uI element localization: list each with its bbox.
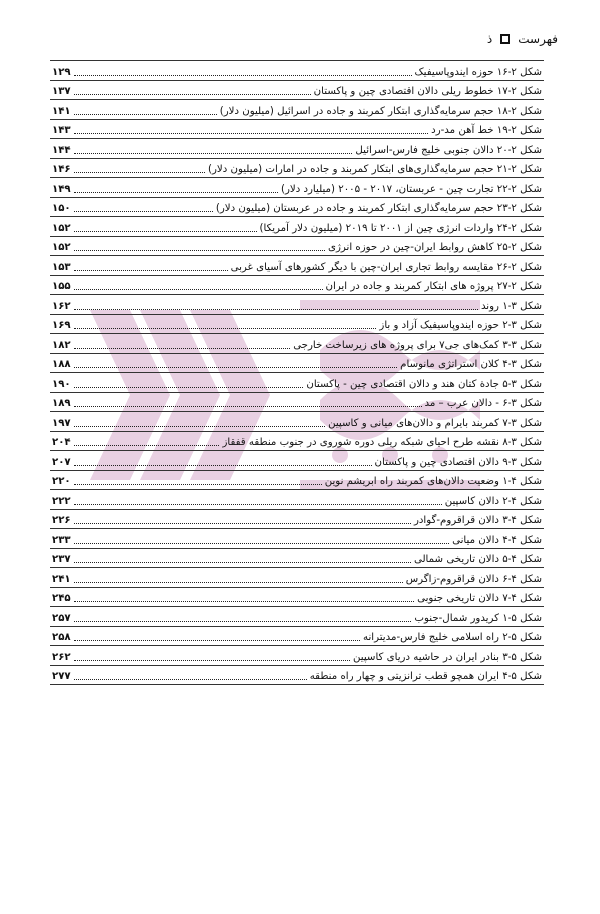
toc-page-number: ۱۸۸ bbox=[52, 359, 71, 370]
toc-row[interactable] bbox=[50, 645, 544, 665]
leader-dots bbox=[74, 483, 322, 485]
toc-page-number: ۱۵۰ bbox=[52, 203, 71, 214]
toc-label: شکل ۳-۸ نقشه طرح احیای شبکه ریلی دوره شوروی در جنوب منطقه قفقاز bbox=[222, 437, 542, 448]
toc-label: شکل ۲-۱۹ خط آهن مد-رد bbox=[431, 125, 542, 136]
toc-row[interactable] bbox=[50, 626, 544, 646]
toc-label: شکل ۲-۲۴ واردات انرژی چین از ۲۰۰۱ تا ۲۰۱۹ (میلیون دلار آمریکا) bbox=[259, 222, 542, 234]
toc-row[interactable] bbox=[50, 509, 544, 529]
toc-page-number: ۲۷۷ bbox=[52, 671, 71, 682]
toc-page-number: ۱۹۰ bbox=[52, 378, 71, 390]
toc-label: شکل ۲-۱۷ خطوط ریلی دالان اقتصادی چین و پاکستان bbox=[313, 86, 542, 97]
leader-dots bbox=[74, 503, 442, 505]
toc-label: شکل ۲-۲۱ حجم سرمایه‌گذاری‌های ابتکار کمربند و جاده در امارات (میلیون دلار) bbox=[207, 164, 542, 175]
toc-label: شکل ۴-۲ دالان کاسپین bbox=[444, 495, 542, 507]
toc-row[interactable] bbox=[50, 294, 544, 314]
leader-dots bbox=[74, 425, 325, 427]
toc-label: شکل ۲-۲۶ مقایسه روابط تجاری ایران-چین با دیگر کشورهای آسیای غربی bbox=[230, 261, 542, 273]
page-letter: ذ bbox=[486, 32, 493, 46]
toc-row[interactable] bbox=[50, 197, 544, 217]
toc-label: شکل ۳-۱ روند bbox=[480, 300, 542, 312]
toc-row[interactable] bbox=[50, 80, 544, 100]
toc-row[interactable] bbox=[50, 489, 544, 509]
toc-row[interactable] bbox=[50, 665, 544, 685]
leader-dots bbox=[74, 620, 412, 622]
leader-dots bbox=[74, 464, 372, 466]
leader-dots bbox=[74, 659, 350, 661]
leader-dots bbox=[74, 269, 228, 271]
toc-row[interactable] bbox=[50, 450, 544, 470]
toc-row[interactable] bbox=[50, 431, 544, 451]
figure-list bbox=[50, 60, 544, 685]
toc-label: شکل ۲-۱۶ حوزه ایندوپاسیفیک bbox=[414, 66, 542, 78]
leader-dots bbox=[74, 210, 213, 212]
square-outline-icon bbox=[500, 34, 510, 44]
toc-label: شکل ۲-۲۲ تجارت چین - عربستان، ۲۰۱۷ - ۲۰۰۵ (میلیارد دلار) bbox=[280, 183, 542, 195]
toc-page-number: ۱۵۵ bbox=[52, 281, 71, 292]
leader-dots bbox=[74, 308, 478, 310]
toc-page-number: ۱۵۲ bbox=[52, 242, 71, 253]
toc-label: شکل ۲-۱۸ حجم سرمایه‌گذاری ابتکار کمربند و جاده در اسرائیل (میلیون دلار) bbox=[219, 105, 542, 117]
toc-page-number: ۲۰۷ bbox=[52, 456, 71, 468]
toc-page-number: ۱۸۹ bbox=[52, 398, 71, 409]
leader-dots bbox=[74, 327, 377, 329]
leader-dots bbox=[74, 171, 205, 173]
toc-row[interactable] bbox=[50, 567, 544, 587]
toc-label: شکل ۵-۲ راه اسلامی خلیج فارس-مدیترانه bbox=[362, 632, 542, 643]
toc-row[interactable] bbox=[50, 353, 544, 373]
leader-dots bbox=[74, 230, 257, 232]
toc-label: شکل ۴-۷ دالان تاریخی جنوبی bbox=[417, 593, 542, 604]
leader-dots bbox=[74, 581, 403, 583]
toc-row[interactable] bbox=[50, 236, 544, 256]
toc-page-number: ۱۴۹ bbox=[52, 183, 71, 195]
toc-row[interactable] bbox=[50, 216, 544, 236]
toc-row[interactable] bbox=[50, 372, 544, 392]
leader-dots bbox=[74, 132, 429, 134]
leader-dots bbox=[74, 93, 311, 95]
toc-row[interactable] bbox=[50, 392, 544, 412]
toc-label: شکل ۳-۷ کمربند بایرام و دالان‌های میانی و کاسپین bbox=[328, 417, 542, 429]
leader-dots bbox=[74, 444, 220, 446]
leader-dots bbox=[74, 639, 360, 641]
toc-page-number: ۲۰۴ bbox=[52, 437, 71, 448]
toc-label: شکل ۲-۲۰ دالان جنوبی خلیج فارس-اسرائیل bbox=[355, 144, 542, 156]
toc-page-number: ۲۳۳ bbox=[52, 534, 71, 546]
leader-dots bbox=[74, 561, 411, 563]
toc-row[interactable] bbox=[50, 587, 544, 607]
toc-label: شکل ۵-۱ کریدور شمال-جنوب bbox=[414, 612, 542, 624]
toc-page-number: ۲۴۱ bbox=[52, 573, 71, 585]
toc-row[interactable] bbox=[50, 158, 544, 178]
leader-dots bbox=[74, 152, 353, 154]
toc-row[interactable] bbox=[50, 606, 544, 626]
toc-label: شکل ۵-۴ ایران همچو قطب ترانزیتی و چهار راه منطقه bbox=[309, 671, 542, 682]
toc-page-number: ۲۲۶ bbox=[52, 515, 71, 526]
toc-label: شکل ۳-۲ حوزه ایندوپاسیفیک آزاد و باز bbox=[379, 320, 542, 331]
toc-page-number: ۲۵۸ bbox=[52, 632, 71, 643]
toc-label: شکل ۳-۶ - دالان عرب – مد bbox=[424, 398, 542, 409]
toc-label: شکل ۴-۵ دالان تاریخی شمالی bbox=[413, 554, 542, 565]
toc-page-number: ۲۴۵ bbox=[52, 593, 71, 604]
toc-page-number: ۱۲۹ bbox=[52, 66, 71, 78]
toc-page-number: ۱۴۳ bbox=[52, 125, 71, 136]
toc-row[interactable] bbox=[50, 314, 544, 334]
leader-dots bbox=[74, 600, 414, 602]
toc-row[interactable] bbox=[50, 528, 544, 548]
toc-label: شکل ۲-۲۷ پروژه های ابتکار کمربند و جاده در ایران bbox=[325, 281, 542, 292]
toc-page-number: ۱۹۷ bbox=[52, 417, 71, 429]
page-header bbox=[42, 28, 558, 50]
toc-row[interactable] bbox=[50, 548, 544, 568]
leader-dots bbox=[74, 405, 422, 407]
header-title: فهرست bbox=[518, 32, 558, 46]
leader-dots bbox=[74, 249, 325, 251]
leader-dots bbox=[74, 347, 291, 349]
toc-label: شکل ۳-۹ دالان اقتصادی چین و پاکستان bbox=[374, 456, 542, 468]
leader-dots bbox=[74, 366, 398, 368]
leader-dots bbox=[74, 522, 411, 524]
toc-page-number: ۲۲۲ bbox=[52, 495, 71, 507]
toc-row[interactable] bbox=[50, 275, 544, 295]
toc-row[interactable] bbox=[50, 255, 544, 275]
toc-page-number: ۱۴۶ bbox=[52, 164, 71, 175]
toc-label: شکل ۴-۶ دالان قراقروم-زاگرس bbox=[405, 573, 542, 585]
toc-page-number: ۱۴۴ bbox=[52, 144, 71, 156]
toc-row[interactable] bbox=[50, 177, 544, 197]
toc-page-number: ۱۳۷ bbox=[52, 86, 71, 97]
toc-page-number: ۲۶۲ bbox=[52, 651, 71, 663]
leader-dots bbox=[74, 74, 412, 76]
leader-dots bbox=[74, 288, 323, 290]
leader-dots bbox=[74, 191, 278, 193]
leader-dots bbox=[74, 113, 217, 115]
toc-page-number: ۱۵۲ bbox=[52, 222, 71, 234]
toc-page-number: ۲۵۷ bbox=[52, 612, 71, 624]
toc-page-number: ۱۵۳ bbox=[52, 261, 71, 273]
toc-page-number: ۱۴۱ bbox=[52, 105, 71, 117]
toc-label: شکل ۳-۴ کلان استراتژی مانوسام bbox=[400, 359, 542, 370]
leader-dots bbox=[74, 386, 304, 388]
leader-dots bbox=[74, 678, 307, 680]
toc-row[interactable] bbox=[50, 99, 544, 119]
toc-label: شکل ۲-۲۵ کاهش روابط ایران-چین در حوزه انرژی bbox=[327, 242, 542, 253]
toc-label: شکل ۳-۳ کمک‌های جی۷ برای پروژه های زیرساخت خارجی bbox=[293, 339, 542, 351]
toc-page-number: ۱۸۲ bbox=[52, 339, 71, 351]
leader-dots bbox=[74, 542, 449, 544]
toc-label: شکل ۴-۱ وضعیت دالان‌های کمربند راه ابریشم نوین bbox=[324, 476, 542, 487]
toc-page-number: ۲۳۷ bbox=[52, 554, 71, 565]
toc-row[interactable] bbox=[50, 138, 544, 158]
toc-row[interactable] bbox=[50, 411, 544, 431]
toc-page-number: ۲۲۰ bbox=[52, 476, 71, 487]
toc-label: شکل ۴-۴ دالان میانی bbox=[452, 534, 542, 546]
toc-label: شکل ۵-۳ بنادر ایران در حاشیه دریای کاسپین bbox=[353, 651, 542, 663]
toc-row[interactable] bbox=[50, 333, 544, 353]
toc-row[interactable] bbox=[50, 119, 544, 139]
toc-row[interactable] bbox=[50, 470, 544, 490]
toc-label: شکل ۴-۳ دالان قراقروم-گوادر bbox=[413, 515, 542, 526]
toc-page-number: ۱۶۲ bbox=[52, 300, 71, 312]
toc-label: شکل ۲-۲۳ حجم سرمایه‌گذاری ابتکار کمربند و جاده در عربستان (میلیون دلار) bbox=[215, 203, 542, 214]
toc-row[interactable] bbox=[50, 60, 544, 80]
toc-page-number: ۱۶۹ bbox=[52, 320, 71, 331]
toc-label: شکل ۳-۵ جادة کتان هند و دالان اقتصادی چین - پاکستان bbox=[306, 378, 542, 390]
